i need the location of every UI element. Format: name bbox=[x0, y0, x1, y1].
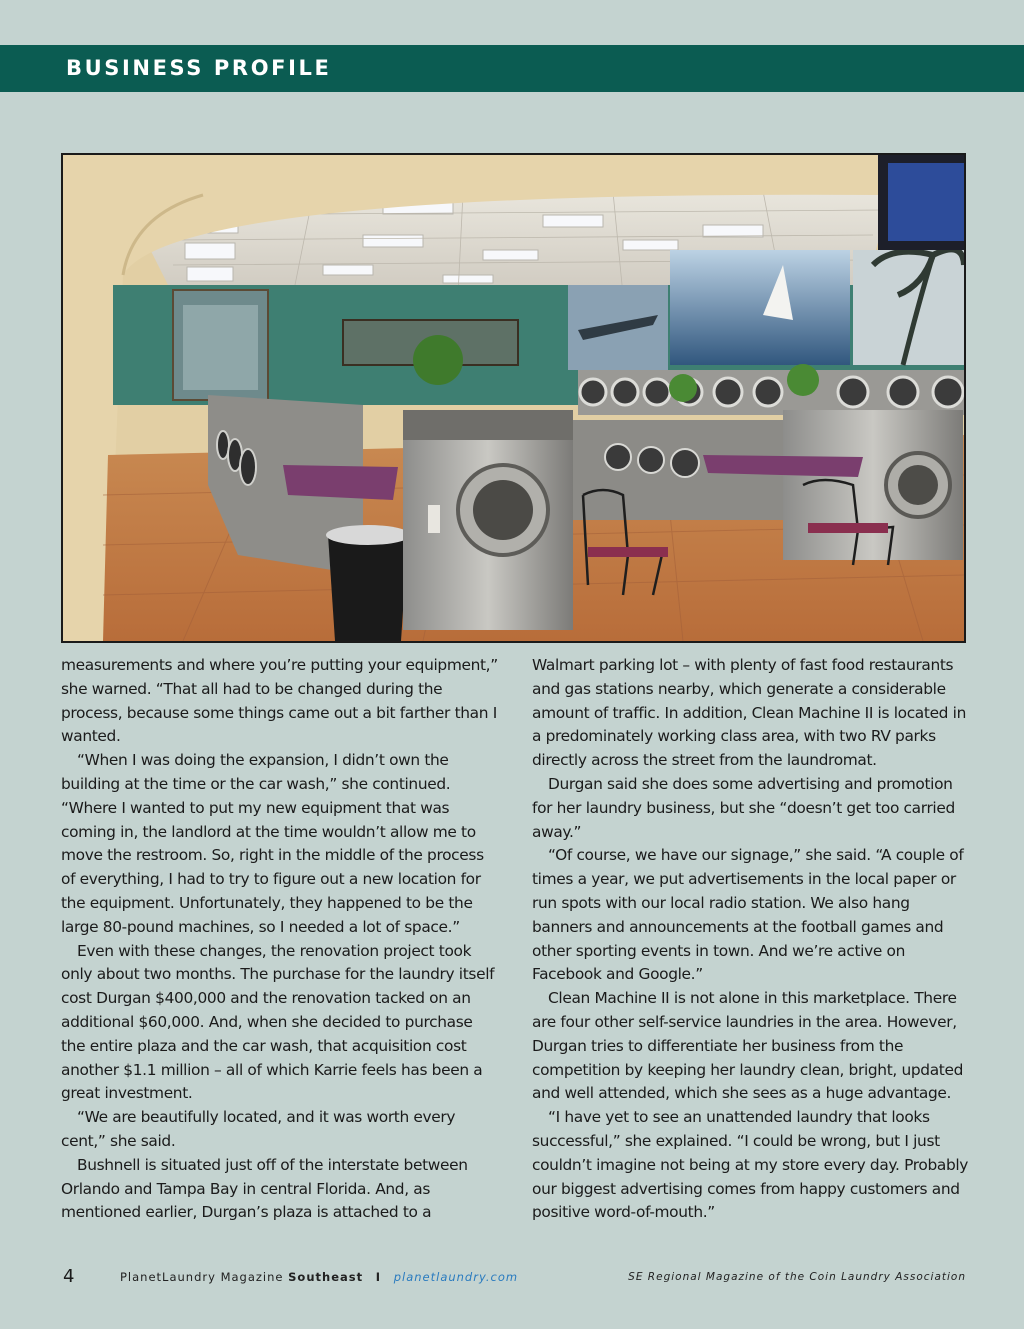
paragraph: Clean Machine II is not alone in this marketplace. There are four other self-service laundries in the area. However, Durgan tries to differentiate her business from the competition by keeping her laundry clean, bright, updated and well attended, which she sees as a huge advantage. bbox=[532, 989, 964, 1103]
center-washer bbox=[403, 410, 573, 630]
paragraph: Even with these changes, the renovation project took only about two months. The purchase for the laundry itself cost Durgan $400,000 and the renovation tacked on an additional $60,000. And, when she decided to purchase the entire plaza and the car wash, that acquisition cost another $1.1 million – all of which Karrie feels has been a great investment. bbox=[61, 941, 495, 1103]
section-title: BUSINESS PROFILE bbox=[66, 56, 332, 80]
paragraph: measurements and where you’re putting your equipment,” she warned. “That all had to be changed during the process, because some things came out a bit farther than I wanted. bbox=[61, 656, 498, 746]
article-left-column bbox=[61, 654, 501, 1225]
header-band bbox=[0, 45, 1024, 92]
chair-seat-left bbox=[588, 547, 668, 557]
magazine-edition: Southeast bbox=[288, 1270, 364, 1284]
laundromat-photo bbox=[61, 153, 966, 643]
paragraph: Walmart parking lot – with plenty of fast food restaurants and gas stations nearby, which generate a considerable amount of traffic. In addition, Clean Machine II is located in a predominately working class area, with two RV parks directly across the street from the laundromat. bbox=[532, 656, 966, 770]
paragraph: Durgan said she does some advertising and promotion for her laundry business, but she “doesn’t get too carried away.” bbox=[532, 774, 955, 841]
left-folding-table bbox=[283, 465, 398, 500]
plant-center bbox=[669, 374, 697, 402]
sea-mural bbox=[670, 250, 850, 365]
plant-right bbox=[787, 364, 819, 396]
laundromat-illustration bbox=[63, 155, 964, 641]
back-washers bbox=[578, 370, 964, 415]
paragraph: “We are beautifully located, and it was worth every cent,” she said. bbox=[61, 1108, 456, 1150]
chair-seat-right bbox=[808, 523, 888, 533]
footer-tagline: SE Regional Magazine of the Coin Laundry Association bbox=[628, 1271, 966, 1283]
magazine-url-link[interactable]: planetlaundry.com bbox=[393, 1270, 519, 1284]
footer-separator: I bbox=[375, 1270, 382, 1284]
paragraph: “I have yet to see an unattended laundry that looks successful,” she explained. “I could be wrong, but I just couldn’t imagine not being at my store every day. Probably our biggest advertising comes from happy customers and positive word-of-mouth.” bbox=[532, 1108, 969, 1222]
article-right-column bbox=[532, 654, 972, 1225]
paragraph: Bushnell is situated just off of the interstate between Orlando and Tampa Bay in central Florida. And, as mentioned earlier, Durgan’s plaza is attached to a bbox=[61, 1155, 468, 1222]
paragraph: “When I was doing the expansion, I didn’t own the building at the time or the car wash,” she continued. “Where I wanted to put my new equipment that was coming in, the landlord at the time wouldn’t allow me to move the restroom. So, right in the middle of the process of everything, I had to try to figure out a new location for the equipment. Unfortunately, they happened to be the large 80-pound machines, so I needed a lot of space.” bbox=[61, 751, 484, 936]
page-footer bbox=[0, 1266, 1024, 1290]
page-number: 4 bbox=[63, 1266, 75, 1287]
footer-magazine bbox=[120, 1270, 518, 1284]
plant-left bbox=[413, 335, 463, 385]
magazine-name: PlanetLaundry Magazine bbox=[120, 1270, 284, 1284]
trash-can bbox=[328, 535, 408, 641]
paragraph: “Of course, we have our signage,” she said. “A couple of times a year, we put advertisements in the local paper or run spots with our local radio station. We also hang banners and announcements at the football games and other sporting events in town. And we’re active on Facebook and Google.” bbox=[532, 846, 964, 984]
